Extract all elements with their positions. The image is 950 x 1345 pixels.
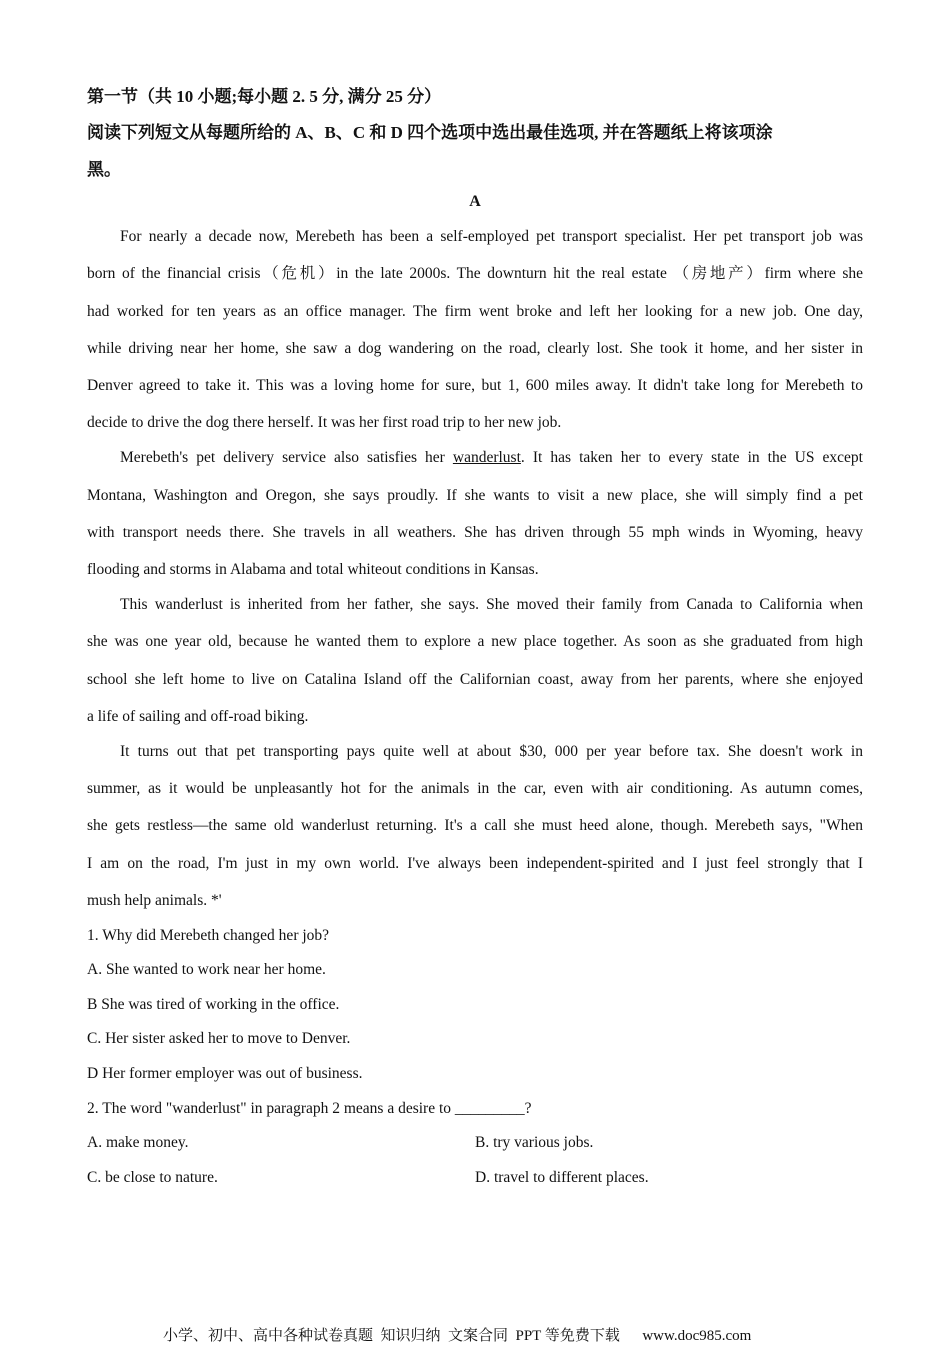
paragraph-line: mush help animals. *' (87, 891, 222, 909)
text-segment: Merebeth's pet delivery service also satisfies her (120, 449, 453, 467)
paragraph-line: she gets restless—the same old wanderlust returning. It's a call she must heed alone, though. Merebeth says, "When (87, 817, 863, 835)
paragraph (87, 447, 863, 596)
paragraph (87, 741, 863, 927)
answer-option: B. try various jobs. (475, 1134, 594, 1152)
instructions-line-2: 黑。 (87, 160, 121, 179)
instructions-line-1: 阅读下列短文从每题所给的 A、B、C 和 D 四个选项中选出最佳选项, 并在答题纸上将该项涂 (87, 123, 773, 142)
paragraph (87, 594, 863, 743)
paragraph-line: she was one year old, because he wanted them to explore a new place together. As soon as she graduated from high (87, 633, 863, 651)
question (87, 925, 863, 1098)
question-stem: 2. The word "wanderlust" in paragraph 2 means a desire to _________? (87, 1099, 532, 1117)
paragraph-line: summer, as it would be unpleasantly hot for the animals in the car, even with air conditioning. As autumn comes, (87, 779, 863, 797)
paragraph-line: This wanderlust is inherited from her father, she says. She moved their family from Canada to California when (120, 595, 863, 613)
paragraph-line: flooding and storms in Alabama and total whiteout conditions in Kansas. (87, 561, 539, 579)
footer-url[interactable]: www.doc985.com (642, 1328, 752, 1344)
answer-option: D. travel to different places. (475, 1168, 649, 1186)
paragraph-line: It turns out that pet transporting pays quite well at about $30, 000 per year before tax. She doesn't work in (120, 742, 863, 760)
paragraph-line: For nearly a decade now, Merebeth has been a self-employed pet transport specialist. Her pet transport job was (120, 228, 863, 245)
paragraph-line: decide to drive the dog there herself. It was her first road trip to her new job. (87, 414, 562, 432)
paragraph-line: born of the financial crisis（危机）in the late 2000s. The downturn hit the real estate （房地产）firm where she (87, 265, 863, 283)
footer (163, 1324, 751, 1345)
answer-option: D Her former employer was out of business. (87, 1065, 363, 1083)
paragraph-line: had worked for ten years as an office manager. The firm went broke and left her looking for a new job. One day, (87, 302, 863, 320)
option-row (87, 1167, 863, 1202)
answer-option: C. Her sister asked her to move to Denver. (87, 1030, 351, 1048)
paragraph-line: with transport needs there. She travels in all weathers. She has driven through 55 mph winds in Wyoming, heavy (87, 523, 863, 541)
passage-title: A (469, 193, 481, 210)
paragraph-line: Denver agreed to take it. This was a loving home for sure, but 1, 600 miles away. It didn't take long for Merebeth to (87, 377, 863, 395)
answer-option: A. make money. (87, 1134, 189, 1152)
answer-option: B She was tired of working in the office. (87, 995, 340, 1013)
paragraph-line: Montana, Washington and Oregon, she says proudly. If she wants to visit a new place, she will simply find a pet (87, 486, 863, 504)
paragraph-line (87, 447, 863, 484)
paragraph-line: I am on the road, I'm just in my own world. I've always been independent-spirited and I just feel strongly that I (87, 854, 863, 872)
answer-option: C. be close to nature. (87, 1168, 218, 1186)
underlined-word: wanderlust (452, 449, 521, 467)
question (87, 1098, 863, 1202)
text-segment: . It has taken her to every state in the US except (520, 449, 863, 467)
option-row (87, 1132, 863, 1167)
paragraph-line: while driving near her home, she saw a dog wandering on the road, clearly lost. She took it home, and her sister in (87, 339, 863, 357)
passage (87, 226, 863, 1201)
answer-option: A. She wanted to work near her home. (87, 961, 326, 979)
footer-text: 小学、初中、高中各种试卷真题 知识归纳 文案合同 PPT 等免费下载 (163, 1328, 620, 1344)
question-stem: 1. Why did Merebeth changed her job? (87, 926, 330, 944)
paragraph-line: a life of sailing and off-road biking. (87, 707, 309, 725)
paragraph-line: school she left home to live on Catalina Island off the Californian coast, away from her parents, where she enjoyed (87, 670, 863, 688)
section-heading: 第一节（共 10 小题;每小题 2. 5 分, 满分 25 分） (87, 87, 442, 106)
paragraph (87, 226, 863, 450)
